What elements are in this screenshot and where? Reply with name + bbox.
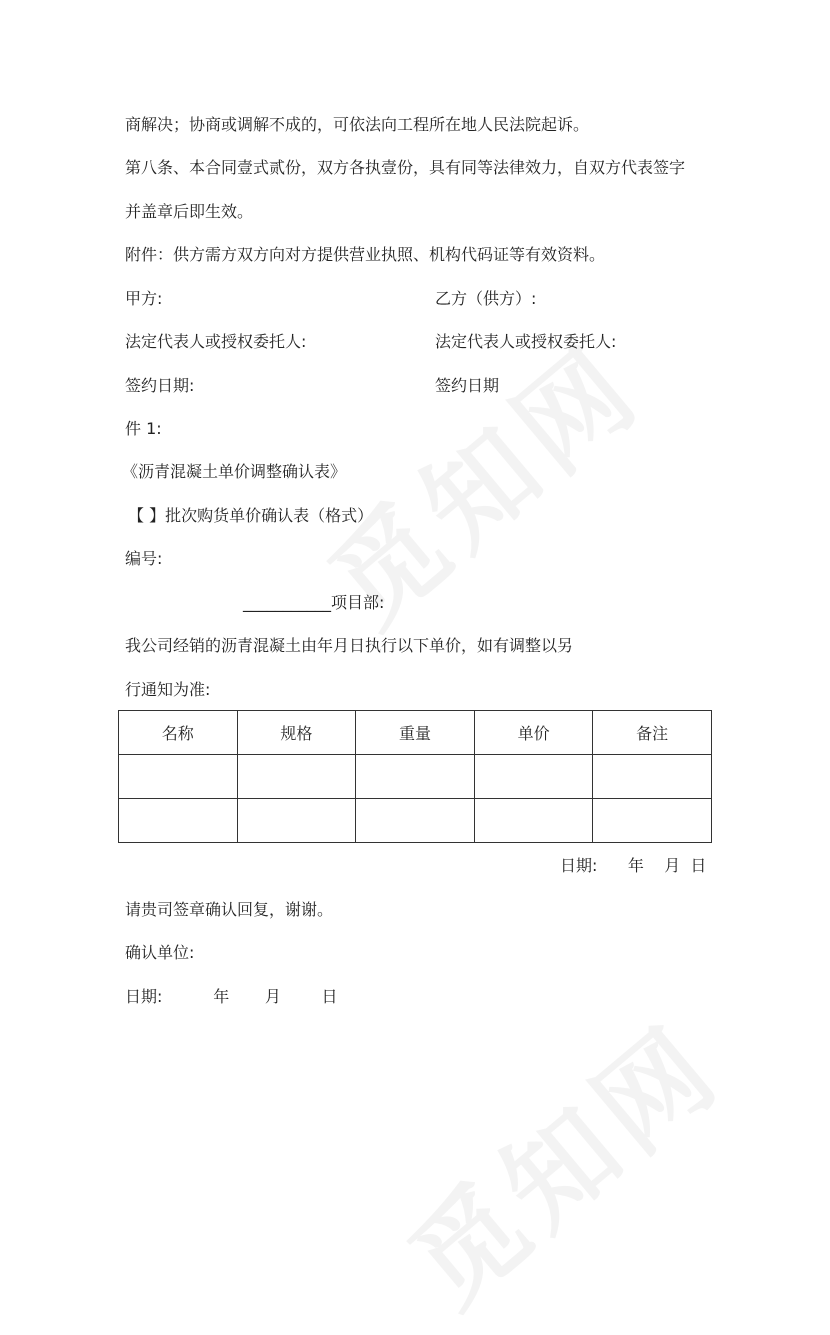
rep-a-label: 法定代表人或授权委托人: (125, 332, 307, 351)
annex-heading: 件 1: (125, 419, 162, 438)
table-cell (119, 755, 238, 799)
table-cell (356, 799, 475, 843)
annex-subtitle: 【 】批次购货单价确认表（格式） (128, 506, 374, 525)
header-name: 名称 (119, 711, 238, 755)
table-row (119, 799, 712, 843)
table-cell (593, 799, 712, 843)
sign-date-b: 签约日期 (435, 376, 500, 395)
body-line-3: 并盖章后即生效。 (125, 202, 254, 221)
header-spec: 规格 (237, 711, 356, 755)
header-weight: 重量 (356, 711, 475, 755)
sign-date-a: 签约日期: (125, 376, 195, 395)
number-label: 编号: (125, 549, 163, 568)
project-line: ___________项目部: (243, 593, 385, 612)
notice-line-2: 行通知为准: (125, 680, 211, 699)
price-table (118, 710, 712, 843)
header-remark: 备注 (593, 711, 712, 755)
party-b-label: 乙方（供方）: (435, 289, 537, 308)
confirm-unit-label: 确认单位: (125, 943, 195, 962)
table-cell (237, 799, 356, 843)
body-line-4: 附件：供方需方双方向对方提供营业执照、机构代码证等有效资料。 (125, 245, 606, 264)
table-row (119, 755, 712, 799)
body-line-2: 第八条、本合同壹式贰份，双方各执壹份，具有同等法律效力，自双方代表签字 (125, 158, 686, 177)
table-cell (237, 755, 356, 799)
reply-request: 请贵司签章确认回复，谢谢。 (125, 900, 334, 919)
body-line-1: 商解决；协商或调解不成的，可依法向工程所在地人民法院起诉。 (125, 115, 590, 134)
table-cell (474, 799, 593, 843)
party-a-label: 甲方: (125, 289, 163, 308)
table-cell (593, 755, 712, 799)
confirm-date: 日期: 年 月 日 (125, 987, 338, 1006)
table-date: 日期: 年 月 日 (560, 856, 707, 875)
watermark-lower (371, 983, 748, 1335)
rep-b-label: 法定代表人或授权委托人: (435, 332, 617, 351)
notice-line-1: 我公司经销的沥青混凝土由年月日执行以下单价，如有调整以另 (125, 636, 574, 655)
annex-title: 《沥青混凝土单价调整确认表》 (122, 462, 347, 481)
table-cell (474, 755, 593, 799)
table-cell (356, 755, 475, 799)
table-cell (119, 799, 238, 843)
table-header-row (119, 711, 712, 755)
header-unit-price: 单价 (474, 711, 593, 755)
